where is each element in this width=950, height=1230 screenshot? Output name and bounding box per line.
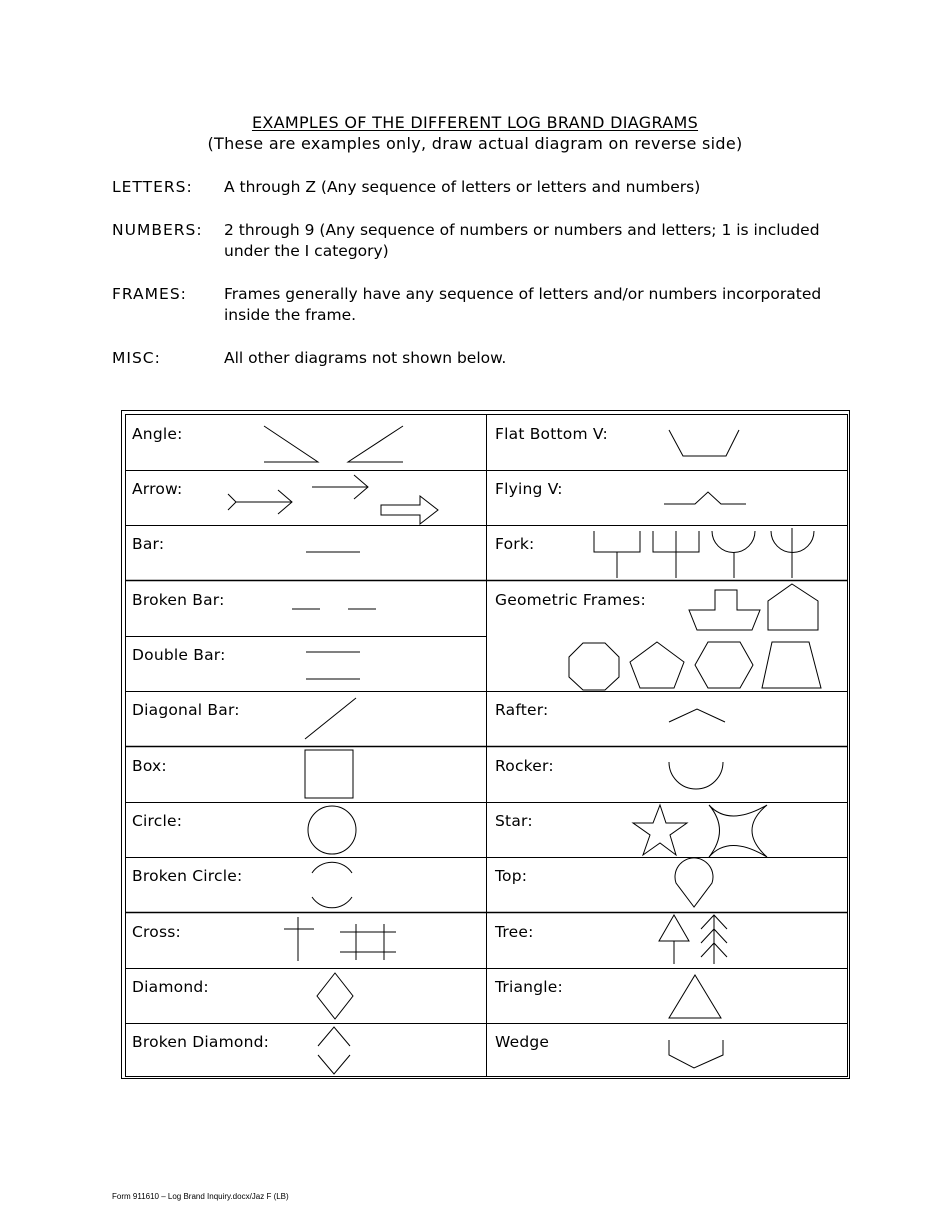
label-star: Star:	[495, 812, 533, 830]
rocker-diagram	[669, 762, 723, 789]
box-diagram	[305, 750, 353, 798]
label-double-bar: Double Bar:	[132, 646, 226, 664]
label-top: Top:	[495, 867, 528, 885]
label-flat-bottom-v: Flat Bottom V:	[495, 425, 608, 443]
label-cross: Cross:	[132, 923, 181, 941]
form-footer: Form 911610 – Log Brand Inquiry.docx/Jaz F (LB)	[112, 1192, 289, 1201]
definition-term: MISC:	[112, 349, 161, 367]
definition-term: LETTERS:	[112, 178, 193, 196]
label-rocker: Rocker:	[495, 757, 554, 775]
definition-desc: 2 through 9 (Any sequence of numbers or numbers and letters; 1 is included under the I category)	[224, 221, 820, 260]
label-rafter: Rafter:	[495, 701, 549, 719]
label-diamond: Diamond:	[132, 978, 209, 996]
broken-diamond-diagram	[318, 1027, 350, 1074]
top-diagram	[675, 858, 713, 907]
definition-term: FRAMES:	[112, 285, 187, 303]
definition-term: NUMBERS:	[112, 221, 203, 239]
label-broken-circle: Broken Circle:	[132, 867, 243, 885]
label-fork: Fork:	[495, 535, 535, 553]
definition-desc: Frames generally have any sequence of letters and/or numbers incorporated inside the frame.	[224, 285, 822, 324]
label-geometric-frames: Geometric Frames:	[495, 591, 646, 609]
label-arrow: Arrow:	[132, 480, 183, 498]
diamond-diagram	[317, 973, 353, 1019]
definition-desc: All other diagrams not shown below.	[224, 349, 507, 367]
fork-diagram	[594, 528, 814, 578]
star-diagram	[633, 805, 767, 857]
double-bar-diagram	[306, 652, 360, 679]
wedge-diagram	[669, 1040, 723, 1068]
rafter-diagram	[669, 709, 725, 722]
circle-diagram	[308, 806, 356, 854]
label-diagonal-bar: Diagonal Bar:	[132, 701, 240, 719]
flying-v-diagram	[664, 492, 746, 504]
cross-diagram	[284, 917, 396, 961]
diagonal-bar-diagram	[305, 698, 356, 739]
label-triangle: Triangle:	[495, 978, 563, 996]
angle-diagram	[264, 426, 403, 462]
label-tree: Tree:	[495, 923, 534, 941]
label-circle: Circle:	[132, 812, 183, 830]
label-broken-diamond: Broken Diamond:	[132, 1033, 270, 1051]
label-wedge: Wedge	[495, 1033, 550, 1051]
definition-desc: A through Z (Any sequence of letters or letters and numbers)	[224, 178, 701, 196]
label-broken-bar: Broken Bar:	[132, 591, 225, 609]
flat-bottom-v-diagram	[669, 430, 739, 456]
label-bar: Bar:	[132, 535, 165, 553]
label-box: Box:	[132, 757, 167, 775]
label-flying-v: Flying V:	[495, 480, 563, 498]
page-title: EXAMPLES OF THE DIFFERENT LOG BRAND DIAGRAMS	[251, 113, 699, 132]
broken-circle-diagram	[312, 862, 352, 907]
triangle-diagram	[669, 975, 721, 1018]
label-angle: Angle:	[132, 425, 183, 443]
tree-diagram	[659, 915, 727, 964]
page-subtitle: (These are examples only, draw actual diagram on reverse side)	[207, 134, 743, 153]
arrow-diagram	[228, 475, 438, 524]
